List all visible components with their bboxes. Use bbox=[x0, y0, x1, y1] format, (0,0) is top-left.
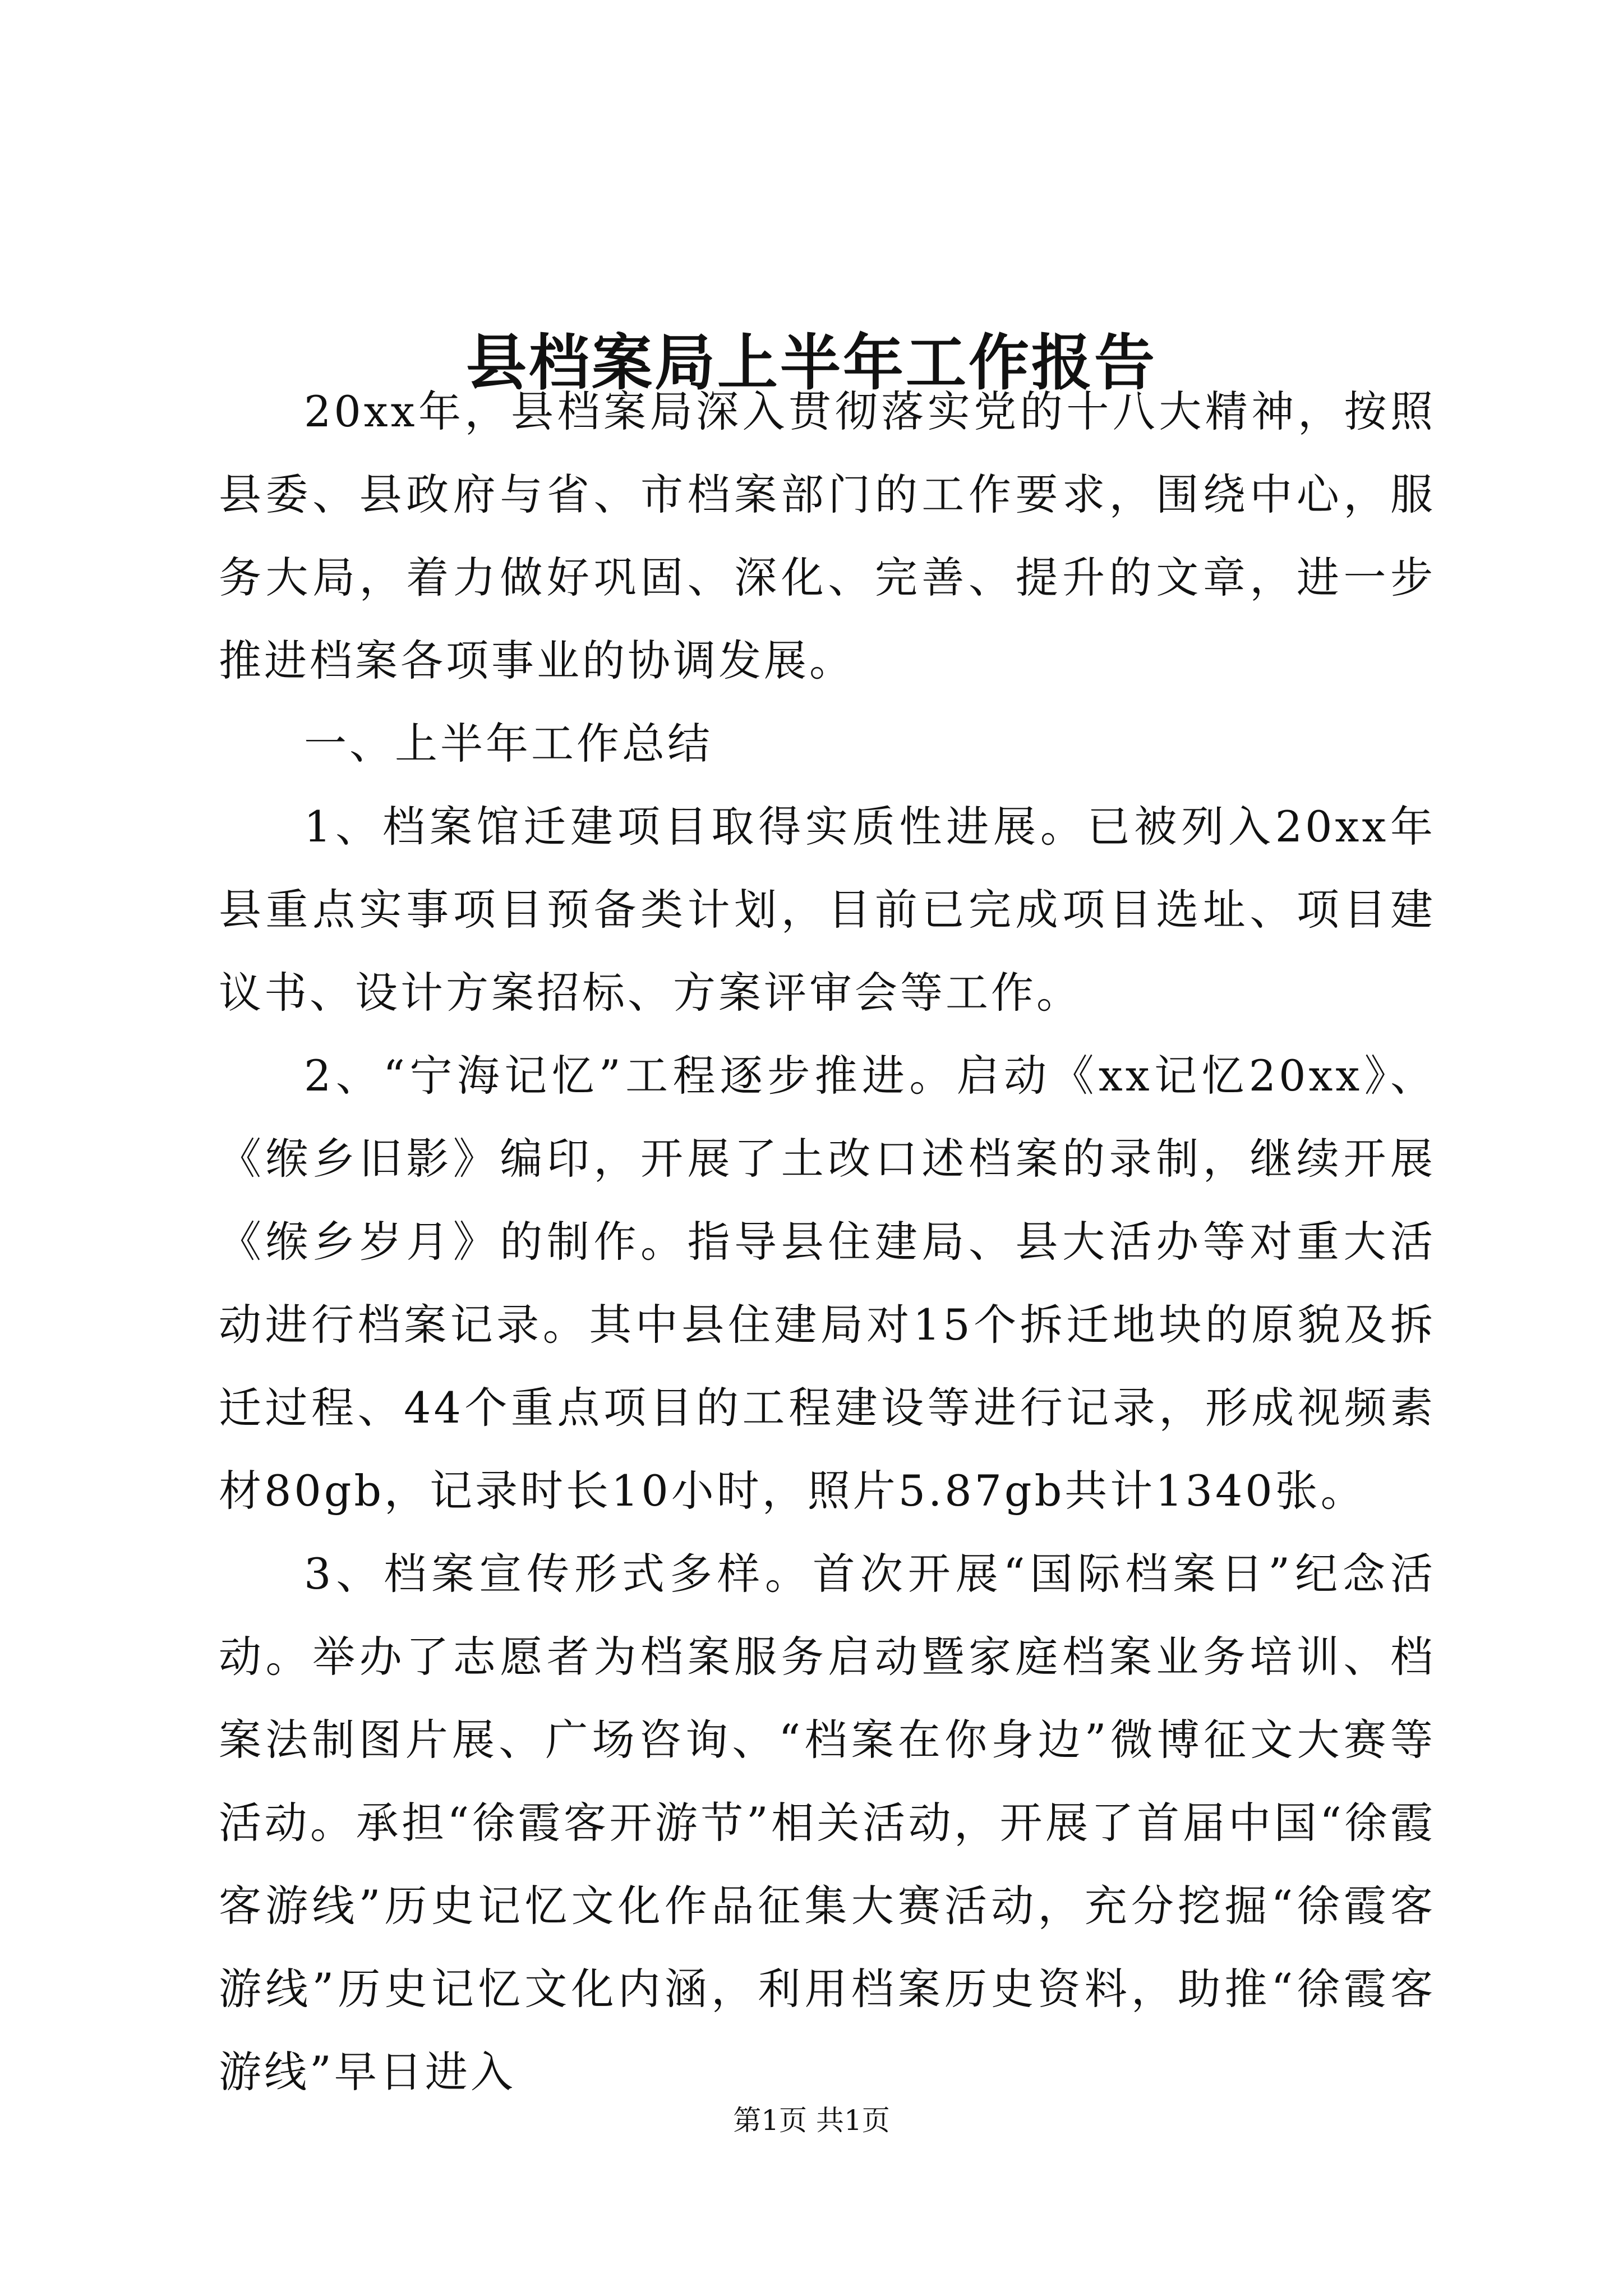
paragraph-item-3: 3、档案宣传形式多样。首次开展“国际档案日”纪念活动。举办了志愿者为档案服务启动暨家庭档案业务培训、档案法制图片展、广场咨询、“档案在你身边”微博征文大赛等活动。承担“徐霞客开游节”相关活动，开展了首届中国“徐霞客游线”历史记忆文化作品征集大赛活动，充分挖掘“徐霞客游线”历史记忆文化内涵，利用档案历史资料，助推“徐霞客游线”早日进入 bbox=[219, 1549, 1436, 2097]
document-title: 县档案局上半年工作报告 bbox=[465, 328, 1157, 399]
paragraph-item-1: 1、档案馆迁建项目取得实质性进展。已被列入20xx年县重点实事项目预备类计划，目前已完成项目选址、项目建议书、设计方案招标、方案评审会等工作。 bbox=[219, 802, 1436, 1018]
paragraph-intro: 20xx年，县档案局深入贯彻落实党的十八大精神，按照县委、县政府与省、市档案部门的工作要求，围绕中心，服务大局，着力做好巩固、深化、完善、提升的文章，进一步推进档案各项事业的协调发展。 bbox=[219, 386, 1436, 685]
paragraph-item-2: 2、“宁海记忆”工程逐步推进。启动《xx记忆20xx》、《缑乡旧影》编印，开展了土改口述档案的录制，继续开展《缑乡岁月》的制作。指导县住建局、县大活办等对重大活动进行档案记录。其中县住建局对15个拆迁地块的原貌及拆迁过程、44个重点项目的工程建设等进行记录，形成视频素材80gb，记录时长10小时，照片5.87gb共计1340张。 bbox=[219, 1051, 1436, 1516]
page-footer: 第1页 共1页 bbox=[733, 2104, 890, 2137]
document-body bbox=[219, 370, 1436, 2114]
section-heading: 一、上半年工作总结 bbox=[304, 719, 713, 769]
